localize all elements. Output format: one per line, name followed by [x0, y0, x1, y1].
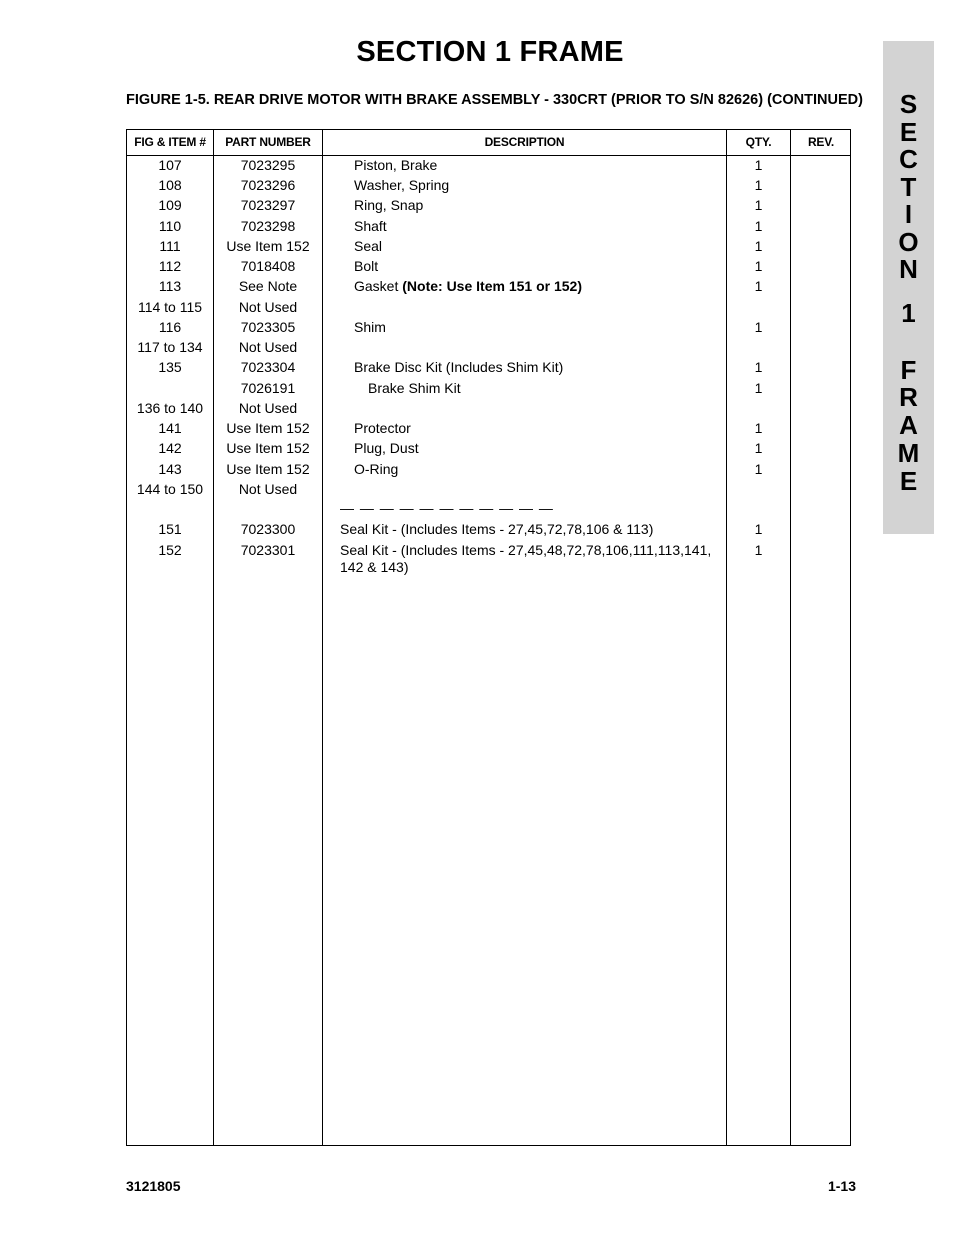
qty-cell: 1: [754, 197, 763, 213]
column-header-qty: QTY.: [745, 135, 772, 149]
description-cell: O-Ring: [354, 461, 399, 477]
part-number-cell: 7018408: [240, 258, 296, 274]
fig-item-cell: 151: [158, 521, 182, 537]
part-number-cell: 7023301: [240, 542, 296, 558]
description-cell: Seal Kit - (Includes Items - 27,45,72,78,106 & 113): [340, 521, 654, 537]
tab-letter: F: [900, 355, 917, 385]
tab-letter: R: [899, 382, 918, 412]
description-cell: Piston, Brake: [354, 157, 438, 173]
part-number-cell: 7023297: [240, 197, 296, 213]
qty-cell: 1: [754, 359, 763, 375]
fig-item-cell: 107: [158, 157, 182, 173]
tab-letter: I: [904, 199, 913, 229]
part-number-cell: Not Used: [238, 400, 298, 416]
section-side-tab: [883, 41, 934, 534]
separator-dashes: — — — — — — — — — — —: [340, 500, 554, 516]
tab-letter: O: [898, 227, 919, 257]
part-number-cell: 7023304: [240, 359, 296, 375]
fig-item-cell: 144 to 150: [136, 481, 204, 497]
part-number-cell: 7023295: [240, 157, 296, 173]
qty-cell: 1: [754, 238, 763, 254]
document-number: 3121805: [126, 1178, 181, 1194]
description-cell: [354, 278, 739, 295]
qty-cell: 1: [754, 521, 763, 537]
fig-item-cell: 108: [158, 177, 182, 193]
tab-letter: C: [899, 144, 918, 174]
fig-item-cell: 143: [158, 461, 182, 477]
part-number-cell: 7023305: [240, 319, 296, 335]
description-cell: Bolt: [354, 258, 379, 274]
qty-cell: 1: [754, 440, 763, 456]
qty-cell: 1: [754, 380, 763, 396]
tab-letter: 1: [901, 298, 916, 328]
tab-letter: T: [900, 172, 917, 202]
description-cell: Plug, Dust: [354, 440, 419, 456]
description-cell: Protector: [354, 420, 411, 436]
fig-item-cell: 111: [159, 238, 181, 254]
section-title: SECTION 1 FRAME: [356, 36, 624, 68]
fig-item-cell: 141: [158, 420, 182, 436]
fig-item-cell: 135: [158, 359, 182, 375]
description-cell: Shim: [354, 319, 386, 335]
part-number-cell: Not Used: [238, 299, 298, 315]
qty-cell: 1: [754, 278, 763, 294]
fig-item-cell: 109: [158, 197, 182, 213]
part-number-cell: Use Item 152: [226, 420, 310, 436]
qty-cell: 1: [754, 218, 763, 234]
qty-cell: 1: [754, 420, 763, 436]
page-number: 1-13: [827, 1178, 856, 1194]
tab-letter: A: [899, 410, 918, 440]
qty-cell: 1: [754, 319, 763, 335]
column-header-part-number: PART NUMBER: [225, 135, 311, 149]
part-number-cell: Use Item 152: [226, 238, 310, 254]
header-divider: [126, 155, 851, 156]
column-divider: [322, 129, 323, 1146]
qty-cell: 1: [754, 258, 763, 274]
tab-letter: M: [897, 438, 920, 468]
qty-cell: 1: [754, 542, 763, 558]
qty-cell: 1: [754, 157, 763, 173]
part-number-cell: 7023298: [240, 218, 296, 234]
part-number-cell: See Note: [238, 278, 298, 294]
part-number-cell: 7023296: [240, 177, 296, 193]
qty-cell: 1: [754, 461, 763, 477]
column-header-description: DESCRIPTION: [484, 135, 565, 149]
part-number-cell: 7023300: [240, 521, 296, 537]
part-number-cell: Use Item 152: [226, 461, 310, 477]
description-cell: Brake Disc Kit (Includes Shim Kit): [354, 359, 564, 375]
part-number-cell: Not Used: [238, 339, 298, 355]
fig-item-cell: 136 to 140: [136, 400, 204, 416]
fig-item-cell: 116: [158, 319, 182, 335]
fig-item-cell: 142: [158, 440, 182, 456]
tab-letter: N: [899, 254, 918, 284]
qty-cell: 1: [754, 177, 763, 193]
column-header-rev: REV.: [807, 135, 835, 149]
description-text: Gasket: [354, 278, 399, 294]
description-cell: Brake Shim Kit: [368, 380, 461, 396]
fig-item-cell: 110: [158, 218, 182, 234]
fig-item-cell: 113: [158, 278, 182, 294]
tab-letter: E: [899, 466, 918, 496]
description-cell: Ring, Snap: [354, 197, 424, 213]
part-number-cell: 7026191: [240, 380, 296, 396]
fig-item-cell: 114 to 115: [137, 299, 203, 315]
fig-item-cell: 117 to 134: [137, 339, 203, 355]
tab-letter: E: [899, 117, 918, 147]
description-cell: Seal Kit - (Includes Items - 27,45,48,72,78,106,111,113,141, 142 & 143): [340, 542, 712, 575]
description-cell: Seal: [354, 238, 383, 254]
description-cell: Shaft: [354, 218, 387, 234]
part-number-cell: Not Used: [238, 481, 298, 497]
tab-letter: S: [899, 89, 918, 119]
column-header-fig-item: FIG & ITEM #: [134, 135, 206, 149]
column-divider: [790, 129, 791, 1146]
fig-item-cell: 112: [158, 258, 182, 274]
description-note: (Note: Use Item 151 or 152): [402, 278, 582, 294]
part-number-cell: Use Item 152: [226, 440, 310, 456]
fig-item-cell: 152: [158, 542, 182, 558]
description-cell: Washer, Spring: [354, 177, 450, 193]
figure-title: FIGURE 1-5. REAR DRIVE MOTOR WITH BRAKE ASSEMBLY - 330CRT (PRIOR TO S/N 82626) (CONTINUED): [126, 92, 863, 108]
